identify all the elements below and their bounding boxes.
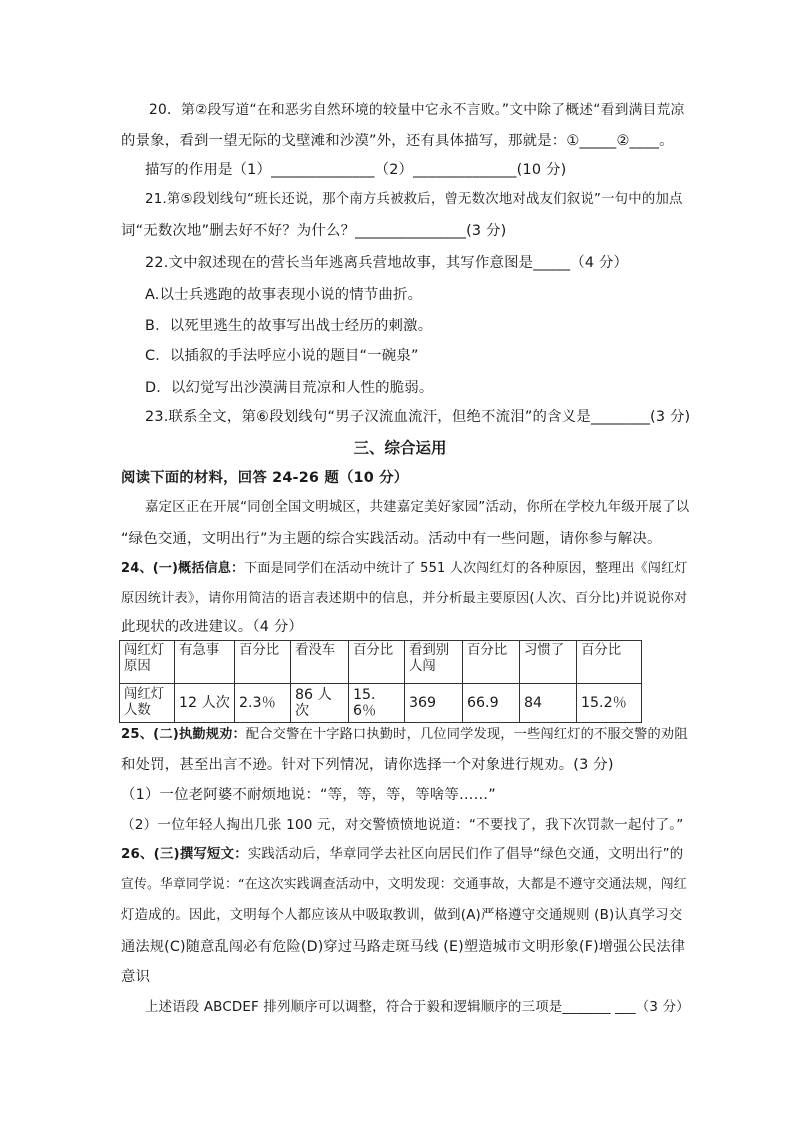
q24-line3: 此现状的改进建议。（4 分） xyxy=(121,619,304,635)
table-cell: 百分比 xyxy=(463,641,520,684)
q24-line2: 原因统计表》，请你用简洁的语言表述期中的信息，并分析最主要原因(人次、百分比)并说说你对 xyxy=(121,591,688,606)
q22-option-a: A.以士兵逃跑的故事表现小说的情节曲折。 xyxy=(145,287,423,303)
section3-intro: 阅读下面的材料，回答 24-26 题（10 分） xyxy=(121,470,409,486)
q25-line1 xyxy=(121,725,688,745)
table-cell: 12 人次 xyxy=(175,684,235,723)
red-light-stats-table xyxy=(119,640,642,723)
table-cell: 84 xyxy=(520,684,577,723)
q22-option-d: D．以幻觉写出沙漠满目荒凉和人性的脆弱。 xyxy=(145,380,434,396)
table-cell: 2.3％ xyxy=(235,684,291,723)
table-cell: 习惯了 xyxy=(520,641,577,684)
q25-line2: 和处罚，甚至出言不逊。针对下列情况，请你选择一个对象进行规劝。(3 分) xyxy=(121,757,614,773)
table-cell: 15．6％ xyxy=(349,684,405,723)
table-cell: 百分比 xyxy=(235,641,291,684)
q25-item1: （1）一位老阿婆不耐烦地说：“等，等，等，等啥等……” xyxy=(121,787,496,803)
q26-line1-text: 实践活动后，华章同学去社区向居民们作了倡导“绿色交通，文明出行”的 xyxy=(247,847,684,862)
q26-prefix: 26、(三)撰写短文： xyxy=(121,847,248,862)
q26-line2: 宣传。华章同学说：“在这次实践调查活动中，文明发现：交通事故，大都是不遵守交通法规，闯红 xyxy=(121,877,687,892)
table-cell: 百分比 xyxy=(349,641,405,684)
table-cell: 闯红灯人数 xyxy=(120,684,175,723)
q26-line5: 意识 xyxy=(121,969,151,985)
q25-prefix: 25、(二)执勤规劝： xyxy=(121,727,246,742)
table-cell: 86 人次 xyxy=(291,684,349,723)
section3-para1: 嘉定区正在开展“同创全国文明城区，共建嘉定美好家园”活动，你所在学校九年级开展了以 xyxy=(145,500,690,515)
table-cell: 看没车 xyxy=(291,641,349,684)
q22-stem: 22.文中叙述现在的营长当年逃离兵营地故事，其写作意图是_____（4 分） xyxy=(145,255,629,271)
table-cell: 闯红灯原因 xyxy=(120,641,175,684)
q20-line3: 描写的作用是（1）______________（2）______________(10 分) xyxy=(145,162,567,178)
section3-title: 三、综合运用 xyxy=(353,439,447,457)
q24-line1 xyxy=(121,559,687,579)
section3-para2: “绿色交通，文明出行”为主题的综合实践活动。活动中有一些问题，请你参与解决。 xyxy=(121,531,662,547)
table-cell: 百分比 xyxy=(577,641,642,684)
table-header-row xyxy=(120,641,642,684)
q21-line1: 21.第⑤段划线句“班长还说，那个南方兵被救后，曾无数次地对战友们叙说”一句中的加点 xyxy=(145,192,683,207)
table-row xyxy=(120,684,642,723)
q21-line2: 词“无数次地”删去好不好？为什么？_______________(3 分) xyxy=(121,223,507,239)
q26-line1 xyxy=(121,845,683,865)
q24-line1-text: 下面是同学们在活动中统计了 551 人次闯红灯的各种原因，整理出《闯红灯 xyxy=(244,561,688,576)
q25-line1-text: 配合交警在十字路口执勤时，几位同学发现，一些闯红灯的不服交警的劝阻 xyxy=(245,727,688,742)
table-cell: 66.9 xyxy=(463,684,520,723)
q26-line3: 灯造成的。因此，文明每个人都应该从中吸取教训，做到(A)严格遵守交通规则 (B)认真学习交 xyxy=(121,908,683,923)
q23-line1: 23.联系全文，第⑥段划线句“男子汉流血流汗，但绝不流泪”的含义是________(3 分) xyxy=(145,409,691,425)
q26-line6: 上述语段 ABCDEF 排列顺序可以调整，符合于毅和逻辑顺序的三项是_______ ___（3 分） xyxy=(145,1000,690,1015)
q20-line1: 20．第②段写道“在和恶劣自然环境的较量中它永不言败。”文中除了概述“看到满目荒凉 xyxy=(149,102,685,118)
table-cell: 15.2％ xyxy=(577,684,642,723)
table-cell: 看到别人闯 xyxy=(405,641,463,684)
q20-line2: 的景象，看到一望无际的戈壁滩和沙漠”外，还有具体描写，那就是：①_____②____。 xyxy=(121,133,674,149)
q24-prefix: 24、(一)概括信息： xyxy=(121,561,245,576)
q22-option-b: B．以死里逃生的故事写出战士经历的刺激。 xyxy=(145,318,433,334)
table-cell: 369 xyxy=(405,684,463,723)
q22-option-c: C．以插叙的手法呼应小说的题目“一碗泉” xyxy=(145,348,419,364)
table-cell: 有急事 xyxy=(175,641,235,684)
q26-line4: 通法规(C)随意乱闯必有危险(D)穿过马路走斑马线 (E)塑造城市文明形象(F)增强公民法律 xyxy=(121,939,686,955)
q25-item2: （2）一位年轻人掏出几张 100 元，对交警愤愤地说道：“不要找了，我下次罚款一起付了。” xyxy=(121,817,684,833)
